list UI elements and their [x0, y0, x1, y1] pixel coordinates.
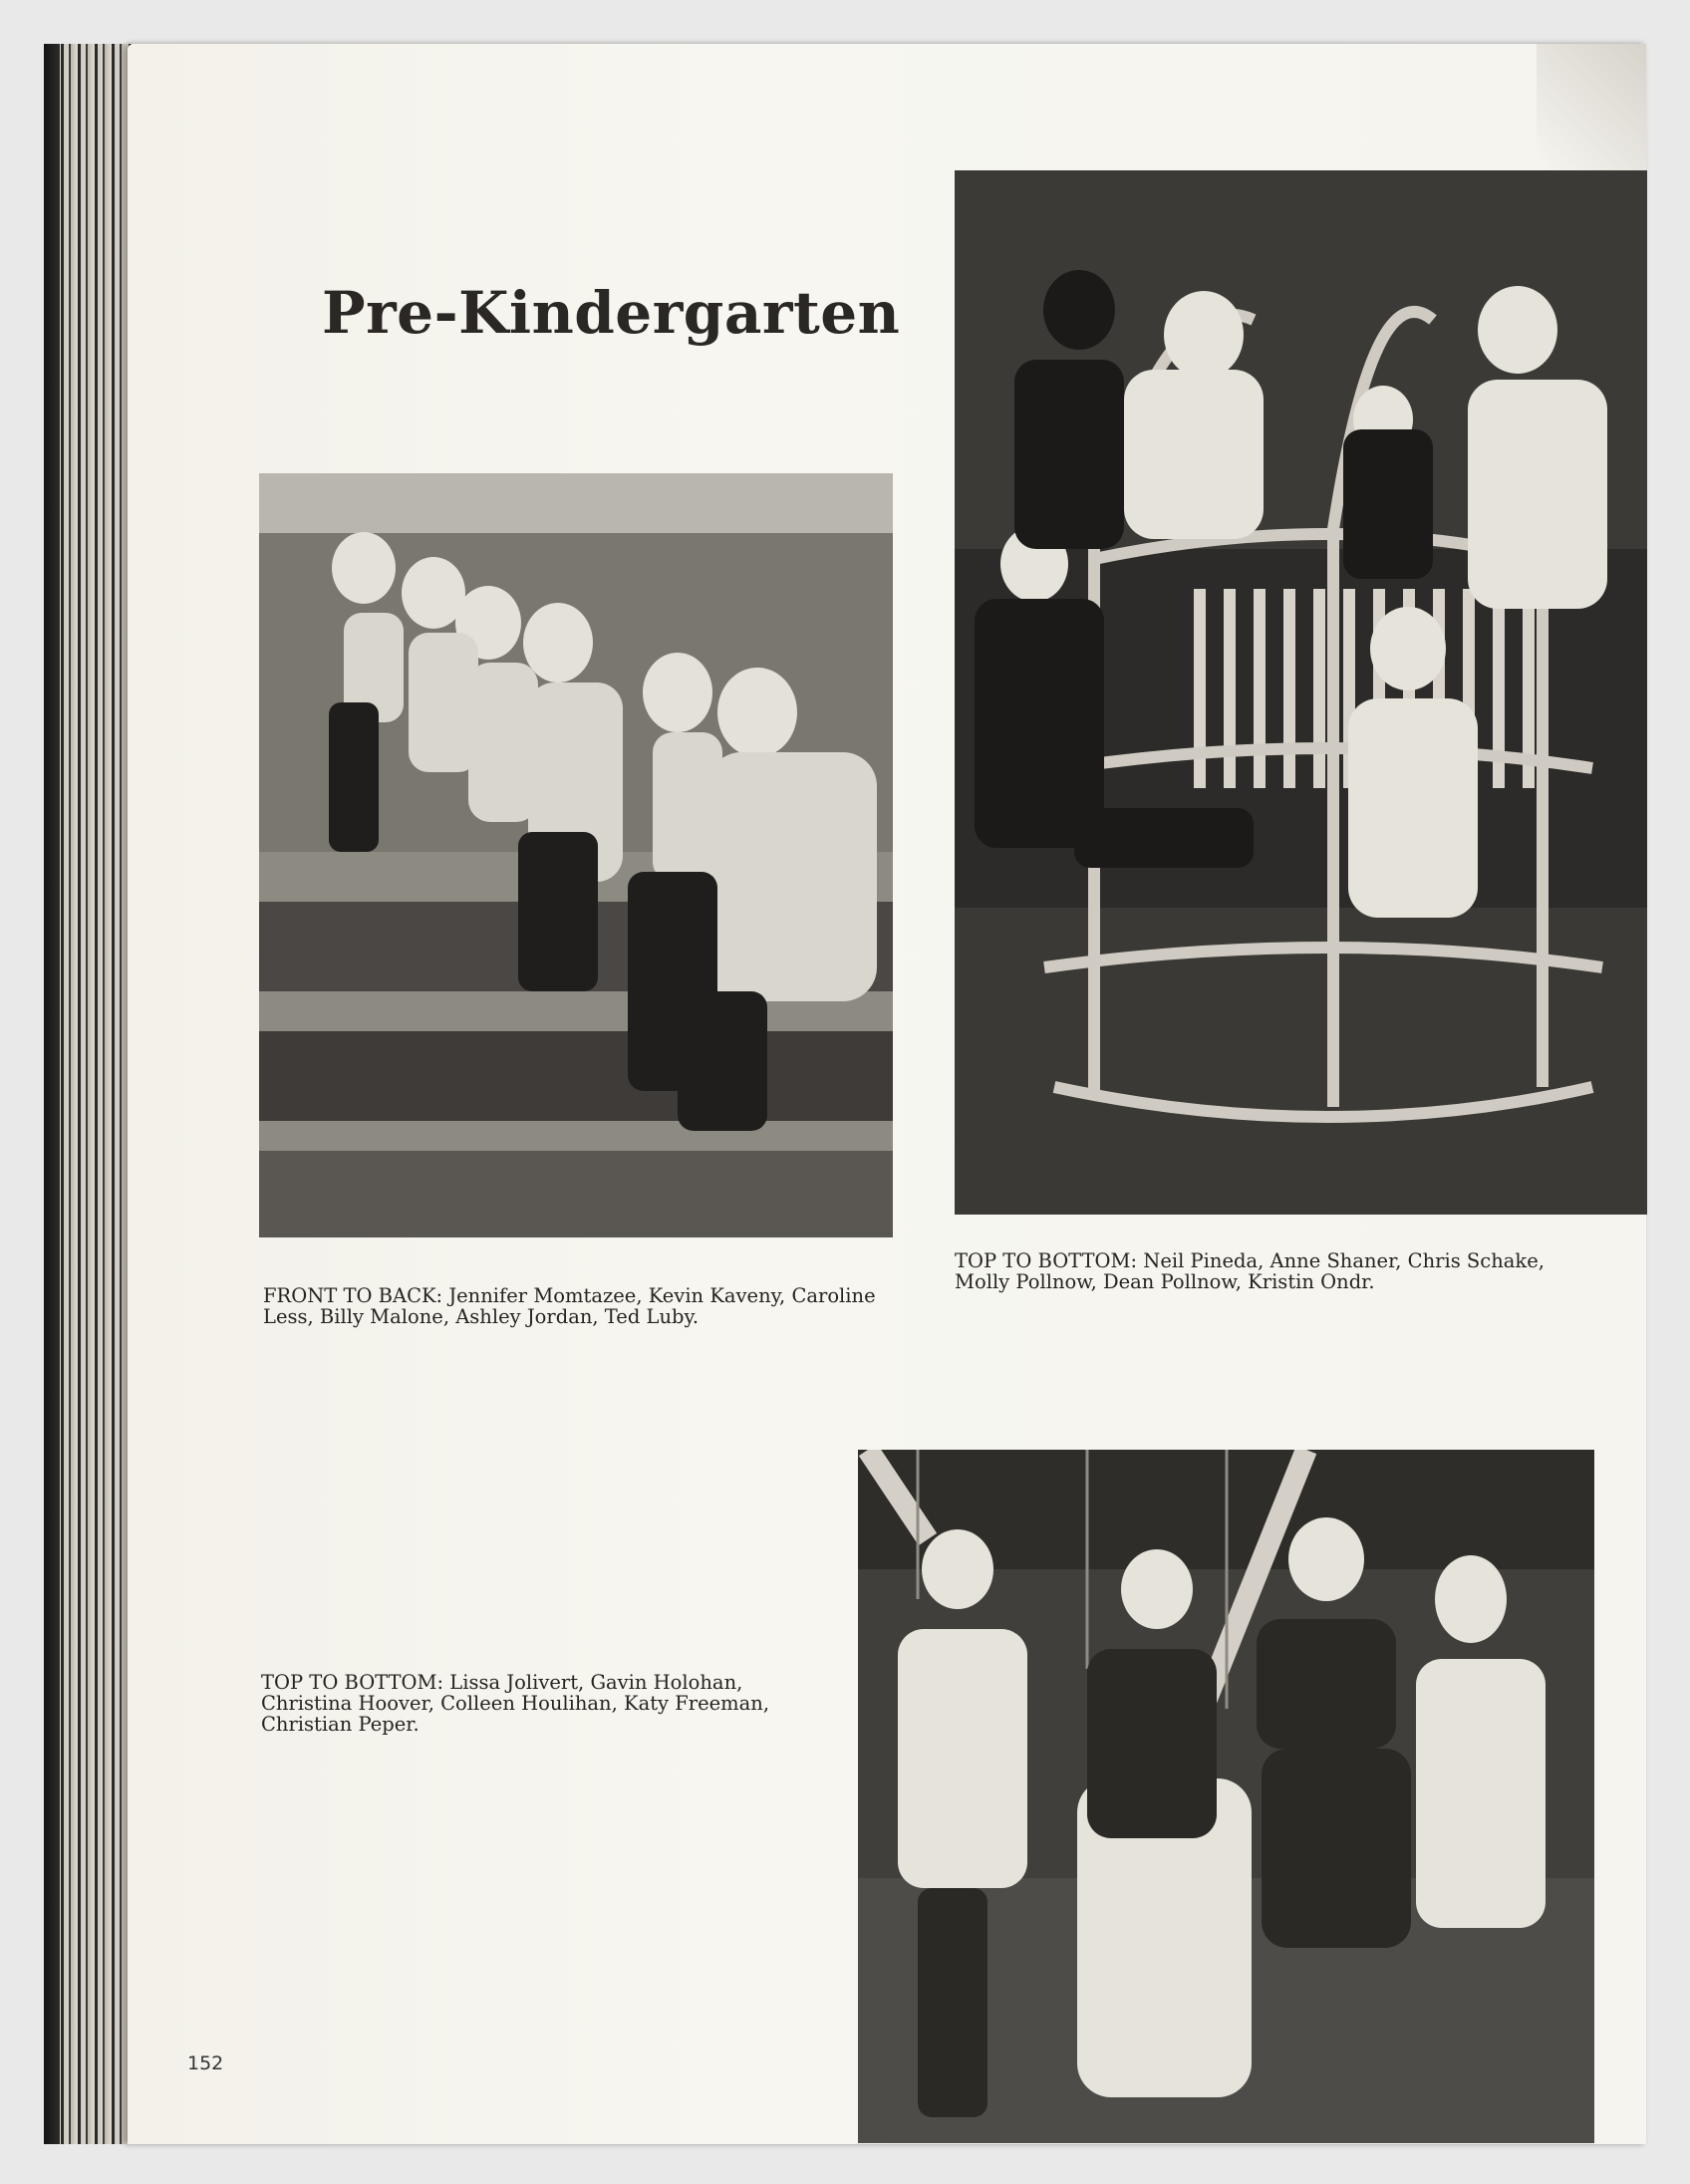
- photo-jungle-gym-image: [955, 170, 1647, 1215]
- page-title: Pre-Kindergarten: [322, 279, 901, 347]
- caption-jungle-gym: TOP TO BOTTOM: Neil Pineda, Anne Shaner, Chris Schake, Molly Pollnow, Dean Pollnow, Kristin Ondr.: [955, 1249, 1545, 1293]
- page-number: 152: [187, 2052, 224, 2074]
- photo-children-on-steps: [259, 473, 893, 1237]
- book-spine-shadow: [44, 44, 60, 2144]
- yearbook-page: [128, 44, 1646, 2144]
- photo-swing-set: [858, 1450, 1594, 2143]
- caption-front-to-back: FRONT TO BACK: Jennifer Momtazee, Kevin Kaveny, Caroline Less, Billy Malone, Ashley Jordan, Ted Luby.: [263, 1284, 876, 1328]
- photo-jungle-gym: [955, 170, 1647, 1215]
- photo-swing-set-image: [858, 1450, 1594, 2143]
- caption-swing-set: TOP TO BOTTOM: Lissa Jolivert, Gavin Holohan, Christina Hoover, Colleen Houlihan, Katy Freeman, Christian Peper.: [261, 1671, 770, 1736]
- photo-children-on-steps-image: [259, 473, 893, 1237]
